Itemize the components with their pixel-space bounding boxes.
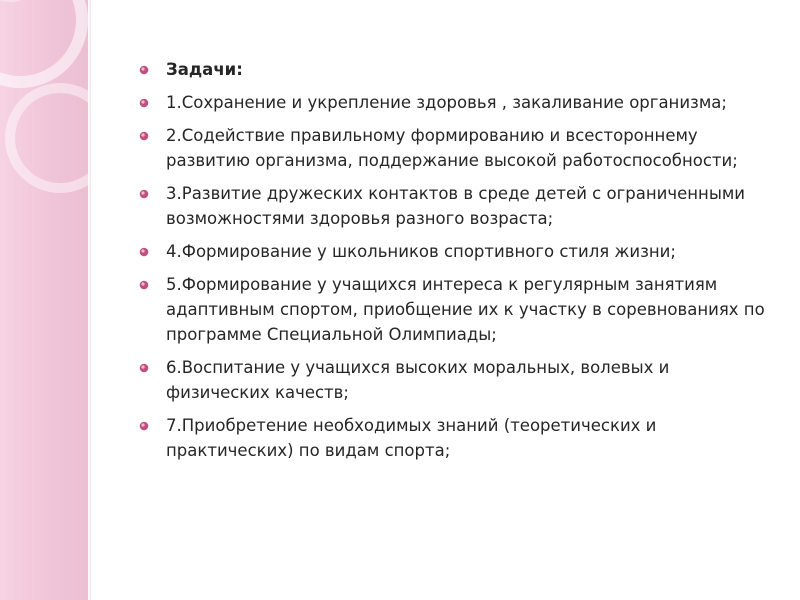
list-item [136,57,776,82]
bullet-icon [139,363,149,373]
decorative-circles-icon [0,0,88,600]
panel-divider [88,0,91,600]
item-text: 2.Содействие правильному формированию и всестороннему развитию организма, поддержание высокой работоспособности; [166,126,738,170]
item-text: 5.Формирование у учащихся интереса к регулярным занятиям адаптивным спортом, приобщение их к участку в соревнованиях по программе Специальной Олимпиады; [166,275,765,344]
bullet-icon [139,421,149,431]
bullet-icon [139,98,149,108]
task-list [136,57,776,471]
list-item [136,272,776,347]
heading-text: Задачи: [166,60,243,79]
list-item [136,239,776,264]
item-text: 4.Формирование у школьников спортивного стиля жизни; [166,242,676,261]
bullet-icon [139,247,149,257]
item-text: 6.Воспитание у учащихся высоких моральных, волевых и физических качеств; [166,358,670,402]
bullet-icon [139,280,149,290]
list-item [136,123,776,173]
list-item [136,90,776,115]
list-item [136,181,776,231]
item-text: 7.Приобретение необходимых знаний (теоретических и практических) по видам спорта; [166,416,657,460]
bullet-icon [139,131,149,141]
side-panel [0,0,88,600]
item-text: 3.Развитие дружеских контактов в среде детей с ограниченными возможностями здоровья разного возраста; [166,184,746,228]
list-item [136,413,776,463]
item-text: 1.Сохранение и укрепление здоровья , закаливание организма; [166,93,727,112]
list-item [136,355,776,405]
bullet-icon [139,189,149,199]
bullet-icon [139,65,149,75]
